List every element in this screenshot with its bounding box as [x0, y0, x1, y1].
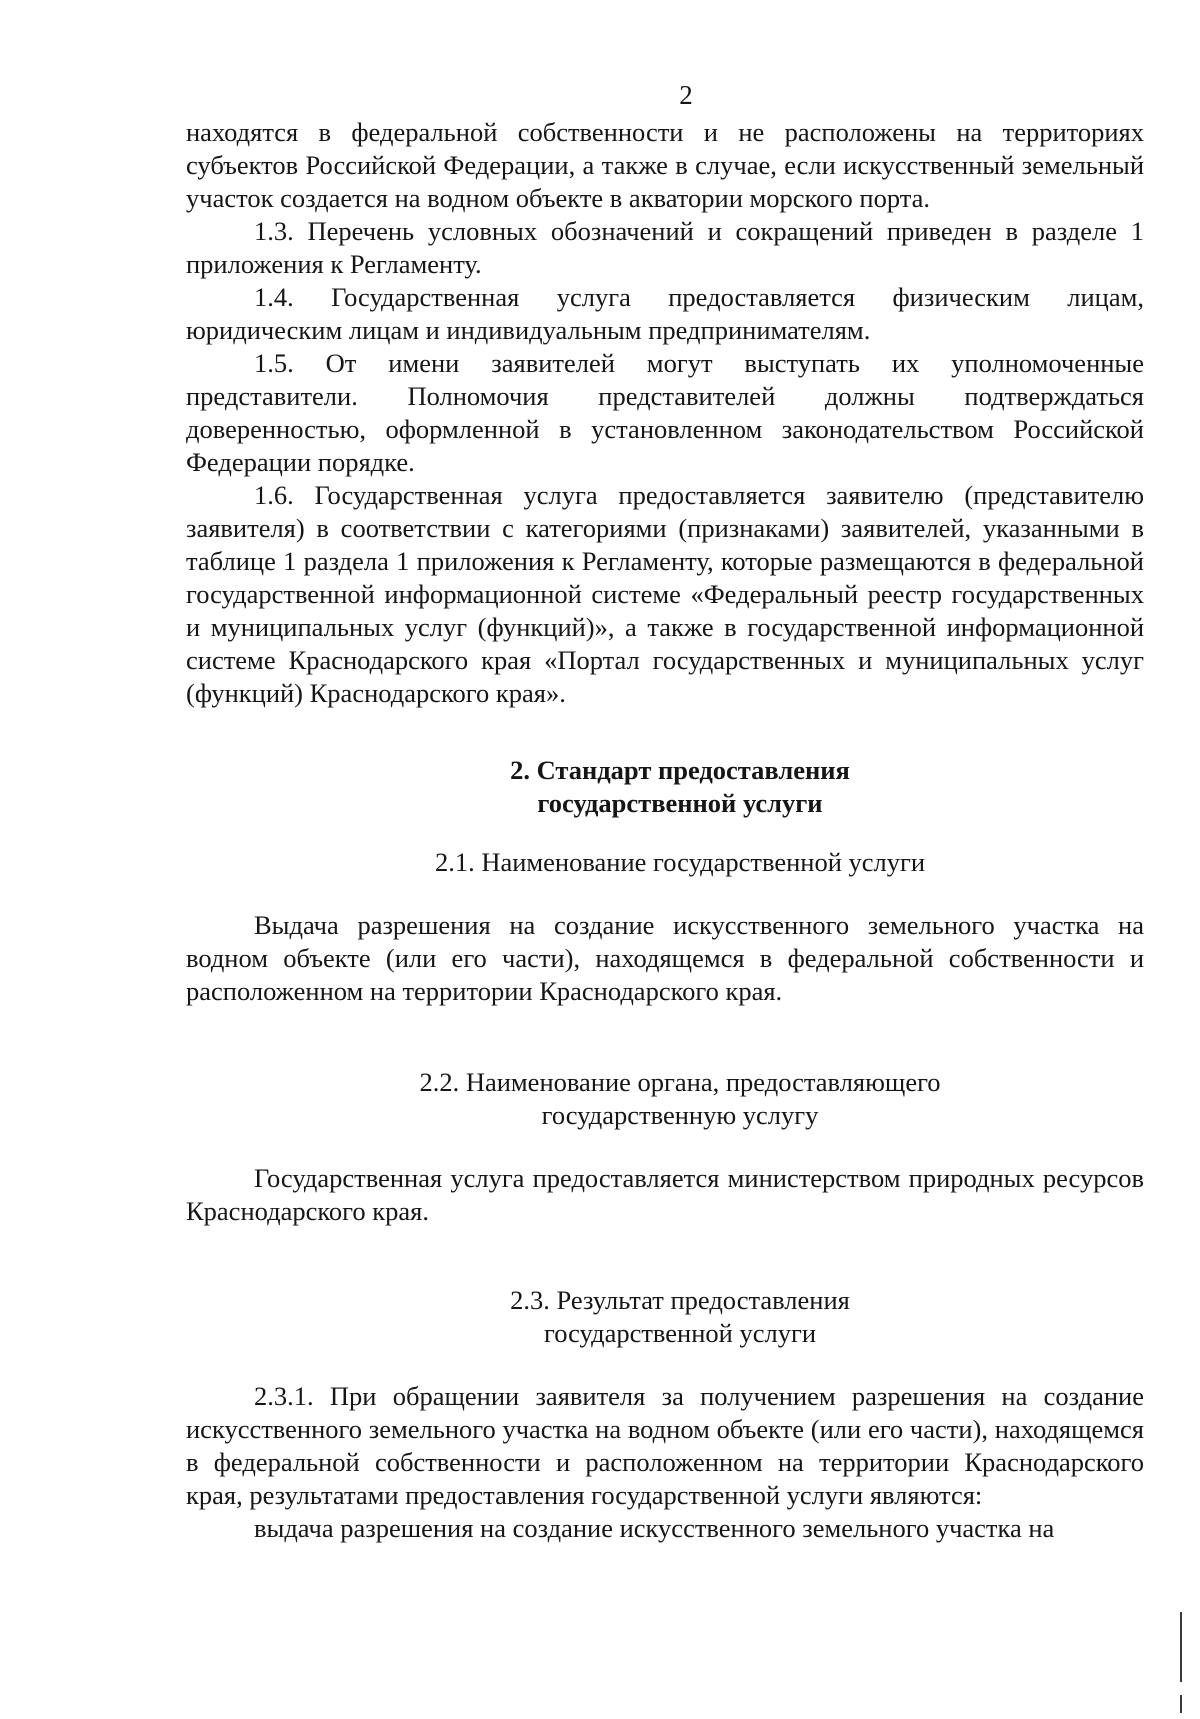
paragraph-1-4: 1.4. Государственная услуга предоставляется физическим лицам, юридическим лицам и индивидуальным предпринимателям. [186, 282, 1144, 345]
subsection-2-2-title-line-2: государственную услугу [541, 1100, 819, 1130]
section-2-title-line-1: 2. Стандарт предоставления [510, 755, 850, 785]
paragraph-1-5: 1.5. От имени заявителей могут выступать их уполномоченные представители. Полномочия представителей должны подтверждаться доверенностью, оформленной в установленном законодательством Российской Федерации порядке. [186, 348, 1144, 477]
page-number: 2 [679, 80, 693, 110]
subsection-2-3-title-line-2: государственной услуги [543, 1318, 817, 1348]
subsection-2-3-title-line-1: 2.3. Результат предоставления [510, 1285, 850, 1315]
paragraph-1-3: 1.3. Перечень условных обозначений и сокращений приведен в разделе 1 приложения к Регламенту. [186, 216, 1144, 279]
section-2-title-line-2: государственной услуги [537, 788, 823, 818]
subsection-2-2-text: Государственная услуга предоставляется министерством природных ресурсов Краснодарского края. [186, 1163, 1144, 1226]
scan-edge-line-lower [1180, 1695, 1182, 1713]
scan-edge-line [1180, 1612, 1182, 1682]
paragraph-2-3-1: 2.3.1. При обращении заявителя за получением разрешения на создание искусственного земельного участка на водном объекте (или его части), находящемся в федеральной собственности и расположенном на территории Краснодарского края, результатами предоставления государственной услуги являются: [186, 1381, 1144, 1510]
subsection-2-2-title-line-1: 2.2. Наименование органа, предоставляющего [419, 1067, 941, 1097]
subsection-2-1-text: Выдача разрешения на создание искусственного земельного участка на водном объекте (или его части), находящемся в федеральной собственности и расположенном на территории Краснодарского края. [186, 910, 1144, 1006]
paragraph-1-6: 1.6. Государственная услуга предоставляется заявителю (представителю заявителя) в соответствии с категориями (признаками) заявителей, указанными в таблице 1 раздела 1 приложения к Регламенту, которые размещаются в федеральной государственной информационной системе «Федеральный реестр государственных и муниципальных услуг (функций)», а также в государственной информационной системе Краснодарского края «Портал государственных и муниципальных услуг (функций) Краснодарского края». [186, 480, 1144, 708]
subsection-2-1-title: 2.1. Наименование государственной услуги [434, 847, 926, 877]
document-page [186, 78, 1144, 1545]
intro-continuation-paragraph: находятся в федеральной собственности и не расположены на территориях субъектов Российской Федерации, а также в случае, если искусственный земельный участок создается на водном объекте в акватории морского порта. [186, 117, 1144, 213]
paragraph-2-3-1-item-first-line: выдача разрешения на создание искусственного земельного участка на [254, 1513, 1055, 1543]
